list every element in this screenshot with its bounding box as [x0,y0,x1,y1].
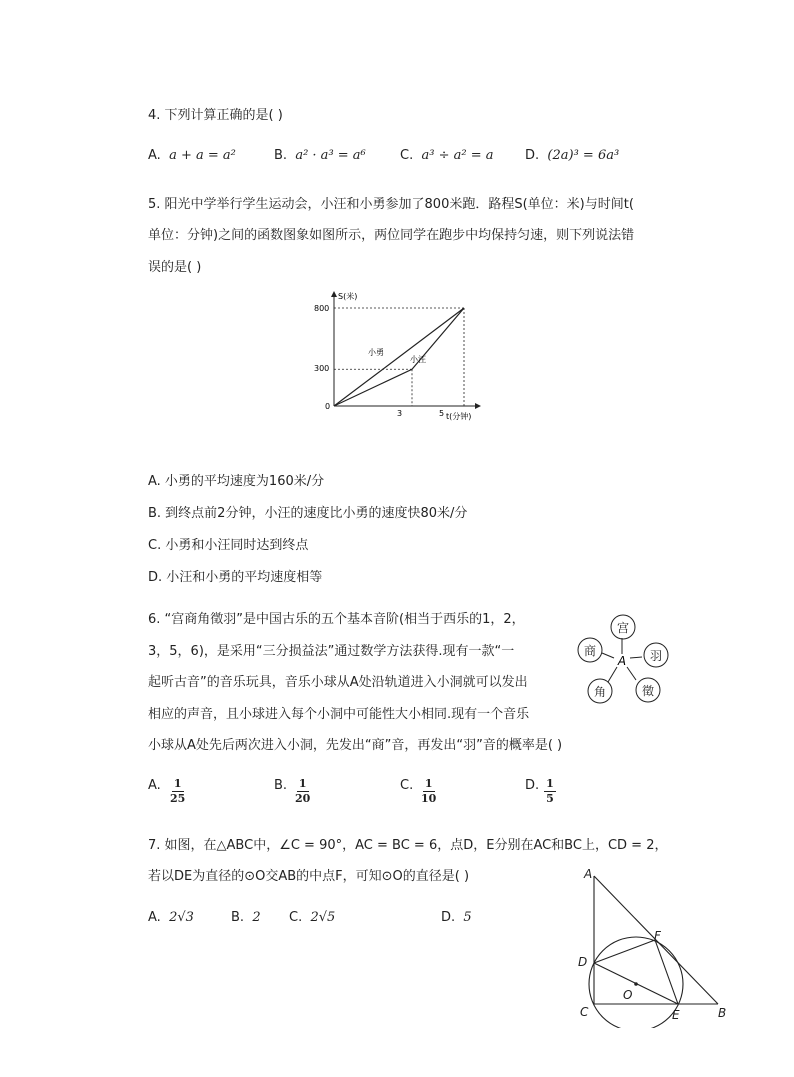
series-xiaowang-label: 小汪 [410,355,426,364]
label-zhi: 徵 [641,684,655,698]
q6-line4: 相应的声音，且小球进入每个小洞中可能性大小相同.现有一个音乐 [148,707,530,722]
label-shang: 商 [583,644,597,658]
q6-option-a-letter: A. [148,778,161,793]
q5-option-d: D. 小汪和小勇的平均速度相等 [148,570,323,585]
q7-line2: 若以DE为直径的⊙O交AB的中点F，可知⊙O的直径是( ) [148,869,470,884]
triangle-circle-figure [572,862,742,1028]
q5-line1: 5. 阳光中学举行学生运动会，小汪和小勇参加了800米跑．路程S(单位：米)与时间t( [148,197,634,212]
q4-stem: 4. 下列计算正确的是( ) [148,108,283,123]
point-d-label: D [578,955,588,969]
q6-option-c-fraction: 1 10 [421,777,437,805]
vertex-b-label: B [718,1006,727,1020]
q4-option-a: A. a + a = a² [148,148,236,163]
q7-option-c: C. 2√5 [289,910,336,925]
label-gong: 宫 [616,621,630,635]
point-f-label: F [654,929,661,943]
vertex-a-label: A [584,867,593,881]
label-yu: 羽 [649,649,663,663]
x-axis-label: t(分钟) [446,412,472,421]
center-o-label: O [623,988,633,1002]
q4-option-b: B. a² · a³ = a⁶ [274,148,366,163]
q5-option-b: B. 到终点前2分钟，小汪的速度比小勇的速度快80米/分 [148,506,468,521]
q6-option-c-letter: C. [400,778,414,793]
point-a-label: A [617,654,627,668]
q7-line1: 7. 如图，在△ABC中，∠C = 90°，AC = BC = 6，点D，E分别在AC和BC上，CD = 2， [148,838,668,853]
vertex-c-label: C [580,1005,589,1019]
segment-df [594,940,655,963]
q5-line2: 单位：分钟)之间的函数图象如图所示，两位同学在跑步中均保持匀速，则下列说法错 [148,228,635,243]
q4-option-d: D. (2a)³ = 6a³ [525,148,620,163]
q6-line5: 小球从A处先后两次进入小洞，先发出“商”音，再发出“羽”音的概率是( ) [148,738,563,753]
x-tick-3: 3 [397,409,403,418]
origin-label: 0 [325,402,331,411]
q6-option-b-letter: B. [274,778,288,793]
q6-option-d-fraction: 1 5 [544,778,556,805]
q5-option-c: C. 小勇和小汪同时达到终点 [148,538,309,553]
distance-time-graph [310,288,490,424]
x-tick-5: 5 [439,409,445,418]
q6-option-a-fraction: 1 25 [170,777,186,805]
q4-option-c: C. a³ ÷ a² = a [400,148,494,163]
point-e-label: E [672,1008,680,1022]
y-tick-800: 800 [314,304,330,313]
q6-line2: 3，5，6)，是采用“三分损益法”通过数学方法获得.现有一款“一 [148,644,515,659]
q7-option-b: B. 2 [231,910,261,925]
q6-option-d-letter: D. [525,778,540,793]
y-axis-label: S(米) [338,292,358,301]
q5-line3: 误的是( ) [148,260,202,275]
q6-option-b-fraction: 1 20 [295,777,311,805]
label-jue: 角 [593,685,607,699]
q6-line1: 6. “宫商角徵羽”是中国古乐的五个基本音阶(相当于西乐的1，2， [148,612,525,627]
series-xiaoyong-line [334,308,464,406]
q7-option-d: D. 5 [441,910,472,925]
q5-option-a: A. 小勇的平均速度为160米/分 [148,474,325,489]
center-o-dot [634,982,638,986]
q7-option-a: A. 2√3 [148,910,194,925]
music-toy-figure [568,610,678,710]
series-xiaoyong-label: 小勇 [368,348,384,357]
y-tick-300: 300 [314,364,330,373]
q6-line3: 起听古音”的音乐玩具，音乐小球从A处沿轨道进入小洞就可以发出 [148,675,528,690]
